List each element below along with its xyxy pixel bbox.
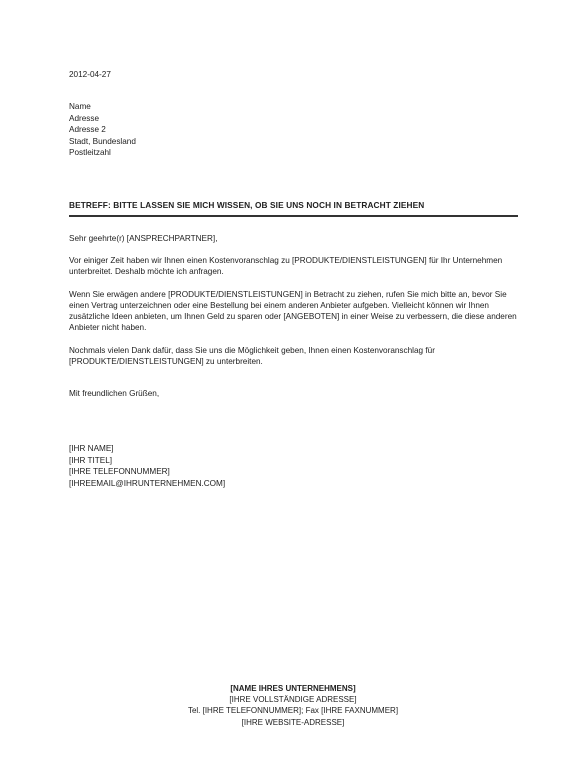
subject-divider [69,215,518,217]
letterhead-footer [0,683,586,728]
signature-email: [IHREEMAIL@IHRUNTERNEHMEN.COM] [69,478,226,488]
recipient-postal-code: Postleitzahl [69,148,111,157]
recipient-address-line-1: Adresse [69,113,100,123]
footer-company-name: [NAME IHRES UNTERNEHMENS] [230,684,356,693]
footer-address: [IHRE VOLLSTÄNDIGE ADRESSE] [229,695,357,705]
letter-body [69,233,519,379]
signature-title: [IHR TITEL] [69,455,113,465]
letter-date: 2012-04-27 [69,70,111,79]
signature-phone: [IHRE TELEFONNUMMER] [69,467,170,476]
recipient-name: Name [69,102,91,111]
signature-block [69,443,225,489]
salutation: Sehr geehrte(r) [ANSPRECHPARTNER], [69,234,218,243]
signature-name: [IHR NAME] [69,444,114,453]
body-paragraph-3: Nochmals vielen Dank dafür, dass Sie uns die Möglichkeit geben, Ihnen einen Kostenvoranschlag für [PRODUKTE/DIENSTLEISTUNGEN] zu unterbreiten. [69,346,435,366]
body-paragraph-1: Vor einiger Zeit haben wir Ihnen einen Kostenvoranschlag zu [PRODUKTE/DIENSTLEISTUNGEN] für Ihr Unternehmen unterbreitet. Deshalb möchte ich anfragen. [69,256,503,276]
recipient-address-line-2: Adresse 2 [69,125,106,134]
recipient-address-block [69,101,136,159]
subject-line: BETREFF: BITTE LASSEN SIE MICH WISSEN, OB SIE UNS NOCH IN BETRACHT ZIEHEN [69,200,425,210]
footer-phone-fax: Tel. [IHRE TELEFONNUMMER]; Fax [IHRE FAXNUMMER] [187,706,399,716]
recipient-city-state: Stadt, Bundesland [69,136,136,146]
footer-website: [IHRE WEBSITE-ADRESSE] [241,717,345,727]
closing: Mit freundlichen Grüßen, [69,389,160,398]
body-paragraph-2: Wenn Sie erwägen andere [PRODUKTE/DIENSTLEISTUNGEN] in Betracht zu ziehen, rufen Sie mich bitte an, bevor Sie einen Vertrag unterzeichnen oder eine Bestellung bei einem anderen Anbieter aufgeben. Vielleicht können wir Ihnen zusätzliche Ideen anbieten, um Ihnen Geld zu sparen oder [ANGEBOTEN] in einer Weise zu verbessern, die diese anderen Anbieter nicht haben. [69,290,517,332]
